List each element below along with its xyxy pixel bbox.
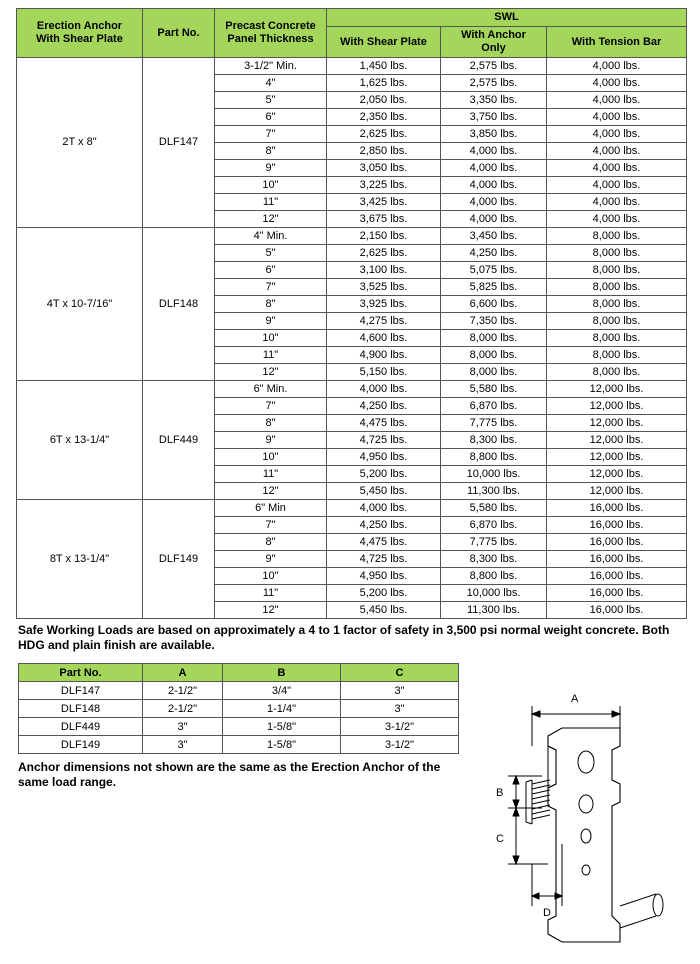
drawing-label-c: C	[496, 833, 504, 845]
swl-shear-plate-cell: 4,900 lbs.	[327, 347, 441, 364]
drawing-label-a: A	[571, 693, 579, 705]
swl-tension-bar-cell: 12,000 lbs.	[547, 415, 687, 432]
swl-anchor-only-cell: 5,825 lbs.	[441, 279, 547, 296]
dims-part-no-cell: DLF449	[19, 718, 143, 736]
swl-shear-plate-cell: 4,600 lbs.	[327, 330, 441, 347]
table-row	[19, 718, 459, 736]
anchor-size-cell: 2T x 8"	[17, 58, 143, 228]
panel-thickness-cell: 4" Min.	[215, 228, 327, 245]
header-erection-anchor-line1: Erection Anchor	[36, 20, 123, 33]
swl-tension-bar-cell: 12,000 lbs.	[547, 466, 687, 483]
header-part-no: Part No.	[143, 9, 215, 58]
table-row	[17, 381, 687, 398]
swl-shear-plate-cell: 3,675 lbs.	[327, 211, 441, 228]
swl-tension-bar-cell: 12,000 lbs.	[547, 432, 687, 449]
swl-tension-bar-cell: 8,000 lbs.	[547, 347, 687, 364]
dims-part-no-cell: DLF148	[19, 700, 143, 718]
dims-b-cell: 3/4"	[223, 682, 341, 700]
panel-thickness-cell: 6" Min	[215, 500, 327, 517]
anchor-size-cell: 4T x 10-7/16"	[17, 228, 143, 381]
panel-thickness-cell: 3-1/2" Min.	[215, 58, 327, 75]
swl-shear-plate-cell: 3,225 lbs.	[327, 177, 441, 194]
swl-anchor-only-cell: 4,000 lbs.	[441, 143, 547, 160]
swl-shear-plate-cell: 4,275 lbs.	[327, 313, 441, 330]
swl-shear-plate-cell: 2,350 lbs.	[327, 109, 441, 126]
panel-thickness-cell: 9"	[215, 160, 327, 177]
note-safe-working-loads: Safe Working Loads are based on approximately a 4 to 1 factor of safety in 3,500 psi normal weight concrete. Both HDG and plain finish are available.	[18, 623, 670, 652]
anchor-hole-tiny	[582, 865, 590, 875]
swl-tension-bar-cell: 16,000 lbs.	[547, 602, 687, 619]
swl-anchor-only-cell: 2,575 lbs.	[441, 58, 547, 75]
swl-anchor-only-cell: 5,075 lbs.	[441, 262, 547, 279]
swl-tension-bar-cell: 8,000 lbs.	[547, 364, 687, 381]
swl-table-head	[17, 9, 687, 58]
swl-anchor-only-cell: 7,775 lbs.	[441, 534, 547, 551]
swl-shear-plate-cell: 2,150 lbs.	[327, 228, 441, 245]
note-anchor-dimensions: Anchor dimensions not shown are the same as the Erection Anchor of the same load range.	[18, 760, 441, 789]
swl-anchor-only-cell: 6,870 lbs.	[441, 398, 547, 415]
swl-tension-bar-cell: 16,000 lbs.	[547, 568, 687, 585]
swl-anchor-only-cell: 2,575 lbs.	[441, 75, 547, 92]
swl-anchor-only-cell: 3,350 lbs.	[441, 92, 547, 109]
panel-thickness-cell: 4"	[215, 75, 327, 92]
swl-tension-bar-cell: 4,000 lbs.	[547, 194, 687, 211]
header-erection-anchor-line2: With Shear Plate	[36, 33, 123, 45]
coil-detail	[526, 780, 550, 824]
drawing-label-d: D	[543, 907, 551, 919]
header-swl: SWL	[327, 9, 687, 27]
swl-tension-bar-cell: 4,000 lbs.	[547, 109, 687, 126]
part-no-cell: DLF449	[143, 381, 215, 500]
dims-c-cell: 3"	[341, 682, 459, 700]
anchor-size-cell: 6T x 13-1/4"	[17, 381, 143, 500]
panel-thickness-cell: 8"	[215, 415, 327, 432]
table-row	[19, 700, 459, 718]
panel-thickness-cell: 7"	[215, 398, 327, 415]
panel-thickness-cell: 10"	[215, 330, 327, 347]
panel-thickness-cell: 7"	[215, 279, 327, 296]
panel-thickness-cell: 5"	[215, 245, 327, 262]
swl-tension-bar-cell: 8,000 lbs.	[547, 330, 687, 347]
swl-anchor-only-cell: 7,775 lbs.	[441, 415, 547, 432]
swl-tension-bar-cell: 4,000 lbs.	[547, 126, 687, 143]
anchor-hole-small	[581, 829, 591, 843]
swl-shear-plate-cell: 2,625 lbs.	[327, 126, 441, 143]
swl-shear-plate-cell: 4,950 lbs.	[327, 568, 441, 585]
swl-shear-plate-cell: 4,475 lbs.	[327, 415, 441, 432]
swl-shear-plate-cell: 5,200 lbs.	[327, 466, 441, 483]
swl-tension-bar-cell: 8,000 lbs.	[547, 262, 687, 279]
panel-thickness-cell: 5"	[215, 92, 327, 109]
header-with-tension-bar: With Tension Bar	[547, 27, 687, 58]
panel-thickness-cell: 7"	[215, 126, 327, 143]
swl-tension-bar-cell: 12,000 lbs.	[547, 381, 687, 398]
panel-thickness-cell: 8"	[215, 143, 327, 160]
anchor-hole-middle	[579, 795, 593, 813]
swl-anchor-only-cell: 3,750 lbs.	[441, 109, 547, 126]
panel-thickness-cell: 8"	[215, 296, 327, 313]
part-no-cell: DLF149	[143, 500, 215, 619]
dims-a-cell: 3"	[143, 718, 223, 736]
swl-tension-bar-cell: 4,000 lbs.	[547, 75, 687, 92]
swl-shear-plate-cell: 3,050 lbs.	[327, 160, 441, 177]
table-row	[17, 58, 687, 75]
anchor-body-outline	[548, 728, 620, 942]
panel-thickness-cell: 9"	[215, 551, 327, 568]
panel-thickness-cell: 12"	[215, 602, 327, 619]
part-no-cell: DLF148	[143, 228, 215, 381]
swl-anchor-only-cell: 8,800 lbs.	[441, 449, 547, 466]
table-row	[19, 682, 459, 700]
anchor-hole-top	[578, 751, 594, 773]
swl-shear-plate-cell: 4,000 lbs.	[327, 381, 441, 398]
swl-shear-plate-cell: 2,625 lbs.	[327, 245, 441, 262]
panel-thickness-cell: 8"	[215, 534, 327, 551]
dims-b-cell: 1-1/4"	[223, 700, 341, 718]
swl-anchor-only-cell: 8,000 lbs.	[441, 364, 547, 381]
header-erection-anchor	[17, 9, 143, 58]
panel-thickness-cell: 11"	[215, 585, 327, 602]
swl-shear-plate-cell: 4,725 lbs.	[327, 551, 441, 568]
panel-thickness-cell: 10"	[215, 177, 327, 194]
panel-thickness-cell: 10"	[215, 449, 327, 466]
swl-tension-bar-cell: 4,000 lbs.	[547, 160, 687, 177]
table-row	[17, 500, 687, 517]
dims-b-cell: 1-5/8"	[223, 718, 341, 736]
swl-shear-plate-cell: 3,100 lbs.	[327, 262, 441, 279]
swl-anchor-only-cell: 3,850 lbs.	[441, 126, 547, 143]
anchor-size-cell: 8T x 13-1/4"	[17, 500, 143, 619]
swl-anchor-only-cell: 8,800 lbs.	[441, 568, 547, 585]
swl-tension-bar-cell: 8,000 lbs.	[547, 245, 687, 262]
dims-c-cell: 3-1/2"	[341, 718, 459, 736]
dimensions-table-head	[19, 664, 459, 682]
panel-thickness-cell: 7"	[215, 517, 327, 534]
header-with-anchor-only-line2: Only	[481, 42, 506, 55]
swl-tension-bar-cell: 12,000 lbs.	[547, 398, 687, 415]
swl-shear-plate-cell: 4,475 lbs.	[327, 534, 441, 551]
swl-anchor-only-cell: 3,450 lbs.	[441, 228, 547, 245]
swl-table-body	[17, 58, 687, 619]
swl-anchor-only-cell: 11,300 lbs.	[441, 483, 547, 500]
swl-anchor-only-cell: 4,250 lbs.	[441, 245, 547, 262]
panel-thickness-cell: 10"	[215, 568, 327, 585]
swl-tension-bar-cell: 12,000 lbs.	[547, 483, 687, 500]
swl-shear-plate-cell: 2,850 lbs.	[327, 143, 441, 160]
swl-tension-bar-cell: 4,000 lbs.	[547, 143, 687, 160]
swl-anchor-only-cell: 11,300 lbs.	[441, 602, 547, 619]
table-row	[19, 736, 459, 754]
panel-thickness-cell: 6" Min.	[215, 381, 327, 398]
panel-thickness-cell: 11"	[215, 347, 327, 364]
swl-shear-plate-cell: 4,250 lbs.	[327, 398, 441, 415]
panel-thickness-cell: 12"	[215, 364, 327, 381]
header-panel-thickness-line1: Precast Concrete	[225, 20, 316, 33]
dims-part-no-cell: DLF149	[19, 736, 143, 754]
swl-anchor-only-cell: 7,350 lbs.	[441, 313, 547, 330]
drawing-label-b: B	[496, 787, 504, 799]
dims-header-a: A	[143, 664, 223, 682]
header-panel-thickness	[215, 9, 327, 58]
swl-shear-plate-cell: 2,050 lbs.	[327, 92, 441, 109]
swl-anchor-only-cell: 4,000 lbs.	[441, 194, 547, 211]
swl-shear-plate-cell: 4,250 lbs.	[327, 517, 441, 534]
anchor-drawing	[470, 684, 698, 954]
swl-tension-bar-cell: 8,000 lbs.	[547, 228, 687, 245]
panel-thickness-cell: 6"	[215, 262, 327, 279]
dims-header-c: C	[341, 664, 459, 682]
swl-tension-bar-cell: 16,000 lbs.	[547, 585, 687, 602]
swl-tension-bar-cell: 4,000 lbs.	[547, 58, 687, 75]
panel-thickness-cell: 11"	[215, 466, 327, 483]
panel-thickness-cell: 9"	[215, 432, 327, 449]
swl-anchor-only-cell: 4,000 lbs.	[441, 160, 547, 177]
swl-shear-plate-cell: 3,925 lbs.	[327, 296, 441, 313]
dimensions-header-row	[19, 664, 459, 682]
anchor-neck-upper	[548, 746, 556, 788]
dims-header-part-no: Part No.	[19, 664, 143, 682]
page	[0, 8, 700, 964]
dims-part-no-cell: DLF147	[19, 682, 143, 700]
swl-anchor-only-cell: 8,000 lbs.	[441, 330, 547, 347]
swl-tension-bar-cell: 8,000 lbs.	[547, 296, 687, 313]
header-panel-thickness-line2: Panel Thickness	[227, 33, 314, 45]
swl-shear-plate-cell: 4,950 lbs.	[327, 449, 441, 466]
swl-anchor-only-cell: 8,300 lbs.	[441, 432, 547, 449]
table-row	[17, 228, 687, 245]
dims-header-b: B	[223, 664, 341, 682]
swl-tension-bar-cell: 16,000 lbs.	[547, 534, 687, 551]
swl-tension-bar-cell: 4,000 lbs.	[547, 92, 687, 109]
panel-thickness-cell: 9"	[215, 313, 327, 330]
swl-tension-bar-cell: 4,000 lbs.	[547, 177, 687, 194]
swl-shear-plate-cell: 5,450 lbs.	[327, 602, 441, 619]
swl-shear-plate-cell: 1,625 lbs.	[327, 75, 441, 92]
swl-tension-bar-cell: 4,000 lbs.	[547, 211, 687, 228]
swl-tension-bar-cell: 16,000 lbs.	[547, 500, 687, 517]
swl-shear-plate-cell: 3,425 lbs.	[327, 194, 441, 211]
dimensions-table	[18, 663, 459, 754]
swl-shear-plate-cell: 4,000 lbs.	[327, 500, 441, 517]
panel-thickness-cell: 12"	[215, 483, 327, 500]
dims-a-cell: 3"	[143, 736, 223, 754]
swl-anchor-only-cell: 5,580 lbs.	[441, 500, 547, 517]
dims-c-cell: 3"	[341, 700, 459, 718]
swl-anchor-only-cell: 6,600 lbs.	[441, 296, 547, 313]
swl-tension-bar-cell: 12,000 lbs.	[547, 449, 687, 466]
swl-table-header-row-1	[17, 9, 687, 27]
swl-anchor-only-cell: 8,000 lbs.	[441, 347, 547, 364]
swl-shear-plate-cell: 5,150 lbs.	[327, 364, 441, 381]
swl-anchor-only-cell: 10,000 lbs.	[441, 585, 547, 602]
swl-shear-plate-cell: 3,525 lbs.	[327, 279, 441, 296]
swl-anchor-only-cell: 6,870 lbs.	[441, 517, 547, 534]
header-with-anchor-only	[441, 27, 547, 58]
panel-thickness-cell: 6"	[215, 109, 327, 126]
anchor-stud	[620, 894, 663, 928]
swl-shear-plate-cell: 4,725 lbs.	[327, 432, 441, 449]
swl-tension-bar-cell: 16,000 lbs.	[547, 551, 687, 568]
swl-anchor-only-cell: 10,000 lbs.	[441, 466, 547, 483]
swl-anchor-only-cell: 4,000 lbs.	[441, 211, 547, 228]
panel-thickness-cell: 12"	[215, 211, 327, 228]
swl-tension-bar-cell: 8,000 lbs.	[547, 279, 687, 296]
swl-shear-plate-cell: 5,450 lbs.	[327, 483, 441, 500]
dims-c-cell: 3-1/2"	[341, 736, 459, 754]
dimensions-table-body	[19, 682, 459, 754]
panel-thickness-cell: 11"	[215, 194, 327, 211]
swl-shear-plate-cell: 5,200 lbs.	[327, 585, 441, 602]
dims-a-cell: 2-1/2"	[143, 682, 223, 700]
swl-tension-bar-cell: 8,000 lbs.	[547, 313, 687, 330]
swl-anchor-only-cell: 5,580 lbs.	[441, 381, 547, 398]
swl-table	[16, 8, 687, 619]
dims-a-cell: 2-1/2"	[143, 700, 223, 718]
swl-shear-plate-cell: 1,450 lbs.	[327, 58, 441, 75]
swl-anchor-only-cell: 4,000 lbs.	[441, 177, 547, 194]
header-with-anchor-only-line1: With Anchor	[461, 29, 526, 42]
part-no-cell: DLF147	[143, 58, 215, 228]
swl-anchor-only-cell: 8,300 lbs.	[441, 551, 547, 568]
dims-b-cell: 1-5/8"	[223, 736, 341, 754]
swl-tension-bar-cell: 16,000 lbs.	[547, 517, 687, 534]
header-with-shear-plate: With Shear Plate	[327, 27, 441, 58]
